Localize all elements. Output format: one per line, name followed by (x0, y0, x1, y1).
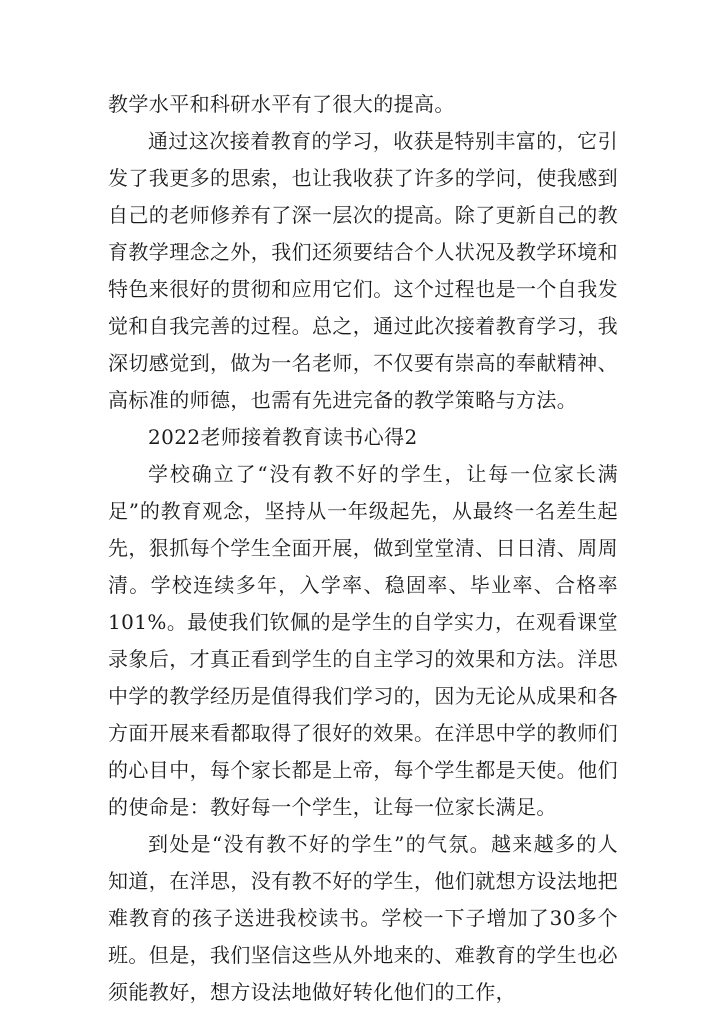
document-page (108, 86, 618, 1011)
section-heading: 2022老师接着教育读书心得2 (148, 425, 418, 449)
paragraph-school-philosophy: 学校确立了“没有教不好的学生，让每一位家长满足”的教育观念，坚持从一年级起先，从最终一名差生起先，狠抓每个学生全面开展，做到堂堂清、日日清、周周清。学校连续多年，入学率、稳固率、毕业率、合格率101%。最使我们钦佩的是学生的自学实力，在观看课堂录象后，才真正看到学生的自主学习的效果和方法。洋思中学的教学经历是值得我们学习的，因为无论从成果和各方面开展来看都取得了很好的效果。在洋思中学的教师们的心目中，每个家长都是上帝，每个学生都是天使。他们的使命是：教好每一个学生，让每一位家长满足。 (108, 462, 618, 819)
paragraph-reflection: 通过这次接着教育的学习，收获是特别丰富的，它引发了我更多的思索，也让我收获了许多的学问，使我感到自己的老师修养有了深一层次的提高。除了更新自己的教育教学理念之外，我们还须要结合个人状况及教学环境和特色来很好的贯彻和应用它们。这个过程也是一个自我发觉和自我完善的过程。总之，通过此次接着教育学习，我深切感觉到，做为一名老师，不仅要有崇高的奉献精神、高标准的师德，也需有先进完备的教学策略与方法。 (108, 129, 618, 412)
paragraph-atmosphere: 到处是“没有教不好的学生”的气氛。越来越多的人知道，在洋思，没有教不好的学生，他们就想方设法地把难教育的孩子送进我校读书。学校一下子增加了30多个班。但是，我们坚信这些从外地来的、难教育的学生也必须能教好，想方设法地做好转化他们的工作， (108, 832, 618, 1004)
paragraph-continuation: 教学水平和科研水平有了很大的提高。 (108, 92, 455, 116)
